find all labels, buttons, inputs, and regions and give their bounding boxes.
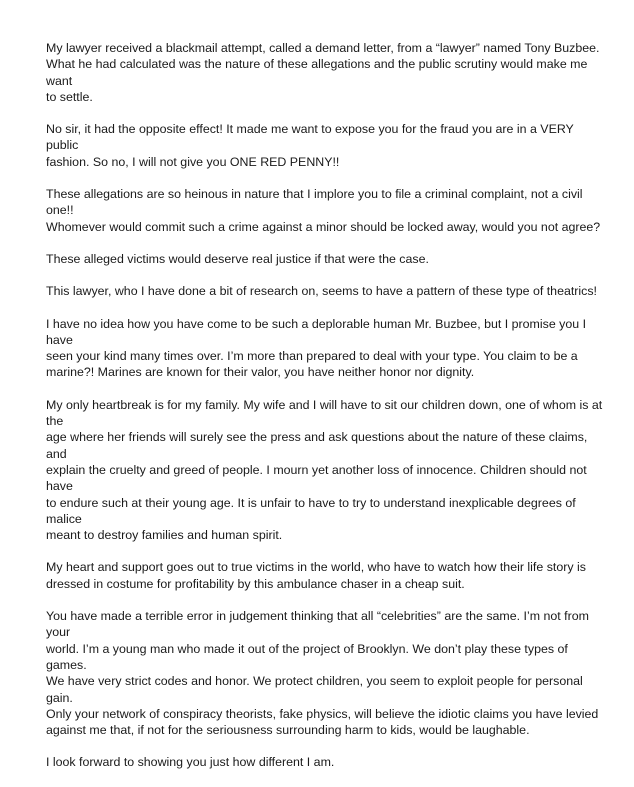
paragraph-1: My lawyer received a blackmail attempt, called a demand letter, from a “lawyer” named Tony Buzbee. What he had calculated was the nature of these allegations and the public scrutiny would make me want to settle. [46,41,600,104]
paragraph-7: My only heartbreak is for my family. My wife and I will have to sit our children down, one of whom is at the age where her friends will surely see the press and ask questions about the nature of these claims, and explain the cruelty and greed of people. I mourn yet another loss of innocence. Children should not have to endure such at their young age. It is unfair to have to try to understand inexplicable degrees of malice meant to destroy families and human spirit. [46,397,603,543]
paragraph-6: I have no idea how you have come to be such a deplorable human Mr. Buzbee, but I promise you I have seen your kind many times over. I’m more than prepared to deal with your type. You claim to be a marine?! Marines are known for their valor, you have neither honor nor dignity. [46,316,587,380]
paragraph-10: I look forward to showing you just how different I am. [46,755,335,770]
paragraph-3: These allegations are so heinous in nature that I implore you to file a criminal complaint, not a civil one!! Whomever would commit such a crime against a minor should be locked away, would you not agree? [46,187,601,234]
paragraph-5: This lawyer, who I have done a bit of research on, seems to have a pattern of these type of theatrics! [46,284,598,299]
paragraph-8: My heart and support goes out to true victims in the world, who have to watch how their life story is dressed in costume for profitability by this ambulance chaser in a cheap suit. [46,560,586,591]
paragraph-2: No sir, it had the opposite effect! It made me want to expose you for the fraud you are in a VERY public fashion. So no, I will not give you ONE RED PENNY!! [46,122,574,169]
paragraph-4: These alleged victims would deserve real justice if that were the case. [46,251,429,266]
paragraph-9: You have made a terrible error in judgement thinking that all “celebrities” are the same. I’m not from your world. I’m a young man who made it out of the project of Brooklyn. We don’t play these types of games. We have very strict codes and honor. We protect children, you seem to exploit people for personal gain. Only your network of conspiracy theorists, fake physics, will believe the idiotic claims you have levied against me that, if not for the seriousness surrounding harm to kids, would be laughable. [46,609,599,738]
letter-body [46,40,606,787]
